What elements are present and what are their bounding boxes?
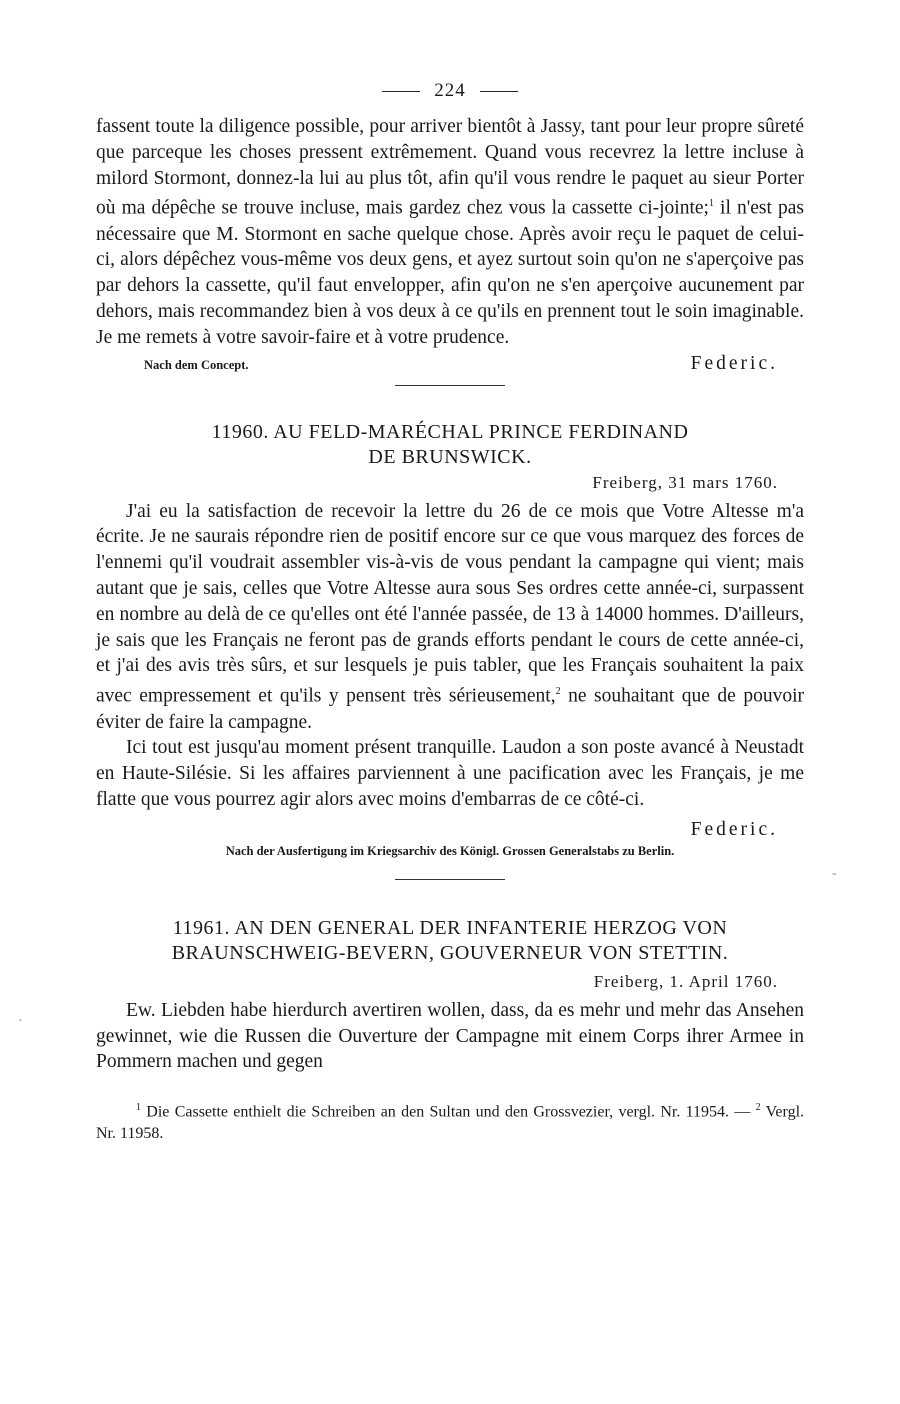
paragraph-text-rest: ne souhaitant que de pouvoir éviter de faire la campagne. <box>96 685 804 733</box>
letter-paragraph: Ici tout est jusqu'au moment présent tranquille. Laudon a son poste avancé à Neustadt en Haute-Silésie. Si les affaires parviennent à une pacification avec les Français, je me flatte que vous pourrez agir alors avec moins d'embarras de ce côté-ci. <box>96 737 804 810</box>
source-note: Nach dem Concept. <box>144 357 249 372</box>
footnote-ref-2[interactable]: 2 <box>555 686 561 698</box>
letter-paragraph <box>96 499 804 736</box>
footnote-separator: — <box>734 1103 751 1121</box>
header-dash-left <box>382 91 420 92</box>
footnote-text: Vergl. Nr. 11958. <box>96 1103 805 1143</box>
heading-line: DE BRUNSWICK. <box>368 445 532 468</box>
footnote-ref-1[interactable]: 1 <box>708 198 714 210</box>
continued-text-rest: il n'est pas nécessaire que M. Stormont en sache quelque chose. Après avoir reçu le paquet de celui-ci, alors dépêchez vous-même vos deux gens, et ayez surtout soin qu'on ne s'aperçoive pas par dehors la cassette, qu'il faut envelopper, afin qu'on ne s'en aperçoive aucunement par dehors, mais recommandez bien à vos deux à ce qu'ils en prennent tout le soin imaginable. Je me remets à votre savoir-faire et à votre prudence. <box>96 197 804 348</box>
continued-letter-paragraph <box>96 114 804 351</box>
page-number: 224 <box>434 80 466 101</box>
dateline: Freiberg, 1. April 1760. <box>593 971 778 991</box>
footnote-text: Die Cassette enthielt die Schreiben an den Sultan und den Grossvezier, vergl. Nr. 11954. <box>146 1103 730 1121</box>
heading-line: 11960. AU FELD-MARÉCHAL PRINCE FERDINAND <box>211 420 689 443</box>
dateline: Freiberg, 31 mars 1760. <box>592 472 778 492</box>
page-body <box>96 80 804 1145</box>
footnotes <box>96 1097 804 1145</box>
signature: Federic. <box>690 352 778 374</box>
paragraph-text: J'ai eu la satisfaction de recevoir la lettre du 26 de ce mois que Votre Altesse m'a écrite. Je ne saurais répondre rien de positif encore sur ce que vous marquez des forces de l'ennemi qu'il voudrait assembler vis-à-vis de vous pendant la campagne qui vient; mais autant que je sais, celles que Votre Altesse aura sous Ses ordres cette année-ci, surpassent en nombre au delà de ce qu'elles ont été l'année passée, de 13 à 14000 hommes. D'ailleurs, je sais que les Français ne feront pas de grands efforts pendant le cours de cette année-ci, et j'ai des avis très sûrs, et sur lesquels je puis tabler, que les Français souhaitent la paix avec empressement et qu'ils y pensent très sérieusement, <box>96 500 804 707</box>
letter-heading-11960 <box>96 420 804 470</box>
signature: Federic. <box>690 818 778 840</box>
footnote-marker: 1 <box>136 1102 141 1114</box>
continued-text: fassent toute la diligence possible, pour arriver bientôt à Jassy, tant pour leur propre sûreté que parceque les choses pressent extrêmement. Quand vous recevrez la lettre incluse à milord Stormont, donnez-la lui au plus tôt, afin qu'il vous rendre le paquet au sieur Porter où ma dépêche se trouve incluse, mais gardez chez vous la cassette ci-jointe; <box>96 116 804 219</box>
section-divider <box>395 879 505 880</box>
page-header <box>96 80 804 102</box>
source-note: Nach der Ausfertigung im Kriegsarchiv des Königl. Grossen Generalstabs zu Berlin. <box>225 843 675 858</box>
footnote-marker: 2 <box>755 1102 761 1114</box>
heading-line: 11961. AN DEN GENERAL DER INFANTERIE HERZOG VON <box>172 916 728 939</box>
scan-speck: · <box>18 1014 23 1029</box>
section-divider <box>395 385 505 386</box>
scan-speck: - <box>832 866 837 881</box>
header-dash-right <box>480 91 518 92</box>
footnote-1 <box>96 1097 804 1145</box>
continued-letter-footer <box>96 353 804 375</box>
heading-line: BRAUNSCHWEIG-BEVERN, GOUVERNEUR VON STETTIN. <box>171 941 729 964</box>
letter-heading-11961 <box>96 916 804 966</box>
letter-paragraph: Ew. Liebden habe hierdurch avertiren wollen, dass, da es mehr und mehr das Ansehen gewinnet, wie die Russen die Ouverture der Campagne mit einem Corps ihrer Armee in Pommern machen und gegen <box>96 999 804 1073</box>
